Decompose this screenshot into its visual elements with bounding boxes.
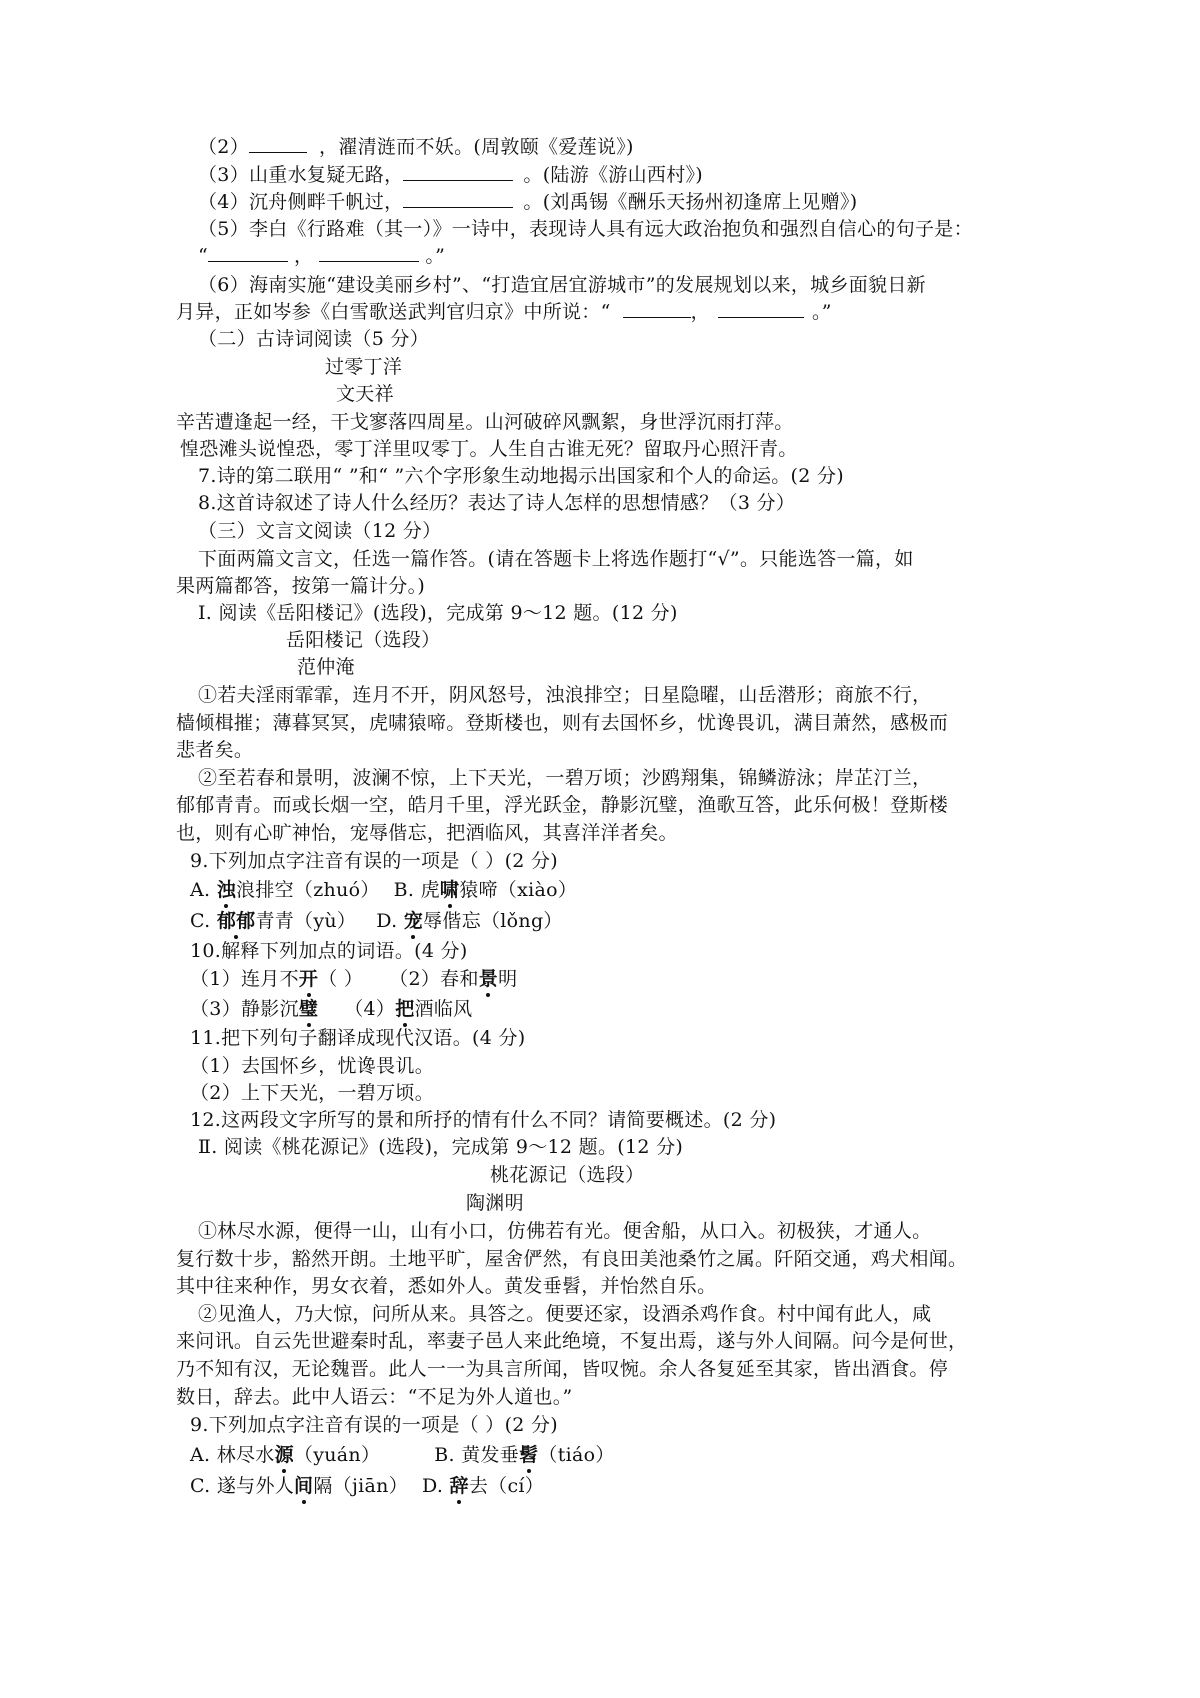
dotted-char: 浊 bbox=[216, 879, 237, 901]
dotted-char: 啸 bbox=[439, 879, 460, 901]
item-4-text: 酒临风 bbox=[414, 998, 473, 1020]
passage-line: ②见渔人，乃大惊，问所从来。具答之。便要还家，设酒杀鸡作食。村中闻有此人，咸 bbox=[198, 1303, 932, 1325]
comma: ， bbox=[294, 245, 314, 267]
question-8: 8.这首诗叙述了诗人什么经历？表达了诗人怎样的思想情感？（3 分） bbox=[198, 492, 796, 514]
passage-line: 复行数十步，豁然开朗。土地平旷，屋舍俨然，有良田美池桑竹之属。阡陌交通，鸡犬相闻。 bbox=[176, 1248, 968, 1270]
fill-in-4 bbox=[198, 189, 857, 215]
question-7: 7.诗的第二联用“ ”和“ ”六个字形象生动地揭示出国家和个人的命运。(2 分) bbox=[198, 465, 845, 487]
option-b-text: （tiáo） bbox=[538, 1444, 615, 1466]
fill-in-4-text: 。(刘禹锡《酬乐天扬州初逢席上见赠》) bbox=[523, 191, 858, 213]
dotted-char: 璧 bbox=[298, 998, 319, 1020]
part-1-heading: Ⅰ. 阅读《岳阳楼记》(选段)，完成第 9～12 题。(12 分) bbox=[198, 602, 678, 624]
instructions: 下面两篇文言文，任选一篇作答。(请在答题卡上将选作题打“√”。只能选答一篇，如 bbox=[198, 548, 914, 570]
comma: ， bbox=[690, 301, 710, 323]
quote-open: “ bbox=[198, 245, 209, 267]
section-classical: （三）文言文阅读（12 分） bbox=[198, 520, 442, 542]
option-c-text: 隔（jiān） bbox=[313, 1475, 408, 1497]
dotted-char: 景 bbox=[478, 968, 499, 990]
dotted-char: 辞 bbox=[449, 1475, 469, 1497]
question-10: 10.解释下列加点的词语。(4 分) bbox=[190, 940, 468, 962]
fill-in-5: （5）李白《行路难（其一）》一诗中，表现诗人具有远大政治抱负和强烈自信心的句子是： bbox=[198, 218, 973, 240]
item-2-prefix: （2）春和 bbox=[389, 968, 479, 990]
option-c-text: 青青（yù） bbox=[255, 910, 357, 932]
answer-blank bbox=[718, 299, 804, 318]
fill-in-6-blanks bbox=[176, 299, 832, 325]
answer-blank bbox=[623, 299, 691, 318]
option-a-text: （yuán） bbox=[293, 1444, 381, 1466]
dotted-char: 源 bbox=[274, 1444, 294, 1466]
question-9: 9.下列加点字注音有误的一项是（ ）(2 分) bbox=[190, 850, 559, 872]
dotted-char: 把 bbox=[395, 998, 415, 1020]
passage-line: 来问讯。自云先世避秦时乱，率妻子邑人来此绝境，不复出焉，遂与外人间隔。问今是何世， bbox=[176, 1330, 968, 1352]
item-1-text: （ ） bbox=[318, 968, 364, 990]
option-d-text: 去（cí） bbox=[468, 1475, 545, 1497]
option-a-prefix: A. bbox=[190, 879, 217, 901]
option-b-prefix: B. 黄发垂 bbox=[434, 1444, 520, 1466]
question-9-options-ab bbox=[190, 877, 577, 903]
dotted-char: 髫 bbox=[519, 1444, 539, 1466]
passage-title: 岳阳楼记（选段） bbox=[286, 629, 441, 651]
passage-line: 其中往来种作，男女衣着，悉如外人。黄发垂髫，并怡然自乐。 bbox=[176, 1275, 717, 1297]
question-12: 12.这两段文字所写的景和所抒的情有什么不同？请简要概述。(2 分) bbox=[190, 1109, 777, 1131]
option-d-prefix: D. bbox=[376, 910, 404, 932]
passage-line: 乃不知有汉，无论魏晋。此人一一为具言所闻，皆叹惋。余人各复延至其家，皆出酒食。停 bbox=[176, 1358, 949, 1380]
instructions: 果两篇都答，按第一篇计分。) bbox=[176, 575, 426, 597]
section-poetry: （二）古诗词阅读（5 分） bbox=[198, 328, 430, 350]
answer-blank bbox=[208, 243, 288, 262]
fill-in-6: （6）海南实施“建设美丽乡村”、“打造宜居宜游城市”的发展规划以来，城乡面貌日新 bbox=[198, 274, 926, 296]
question-11-item: （1）去国怀乡，忧谗畏讥。 bbox=[190, 1055, 434, 1077]
quote-close: 。” bbox=[425, 245, 446, 267]
answer-blank bbox=[403, 189, 513, 208]
poem-author: 文天祥 bbox=[336, 383, 394, 405]
fill-in-4-prefix: （4）沉舟侧畔千帆过， bbox=[198, 191, 404, 213]
item-3-prefix: （3）静影沉 bbox=[190, 998, 299, 1020]
answer-blank bbox=[249, 134, 307, 153]
option-b-prefix: B. 虎 bbox=[393, 879, 440, 901]
quote-close: 。” bbox=[811, 301, 832, 323]
passage-author: 范仲淹 bbox=[297, 656, 355, 678]
passage-author: 陶渊明 bbox=[466, 1192, 524, 1214]
option-d-text: 辱偕忘（lǒng） bbox=[423, 910, 563, 932]
question-9-part2-options-ab bbox=[190, 1442, 615, 1468]
fill-in-2-text: ，濯清涟而不妖。(周敦颐《爱莲说》) bbox=[319, 136, 634, 158]
option-a-text: 浪排空（zhuó） bbox=[236, 879, 380, 901]
option-d-prefix: D. bbox=[422, 1475, 450, 1497]
question-10-items-34 bbox=[190, 996, 472, 1022]
passage-line: 数日，辞去。此中人语云：“不足为外人道也。” bbox=[176, 1386, 573, 1408]
dotted-char: 郁郁 bbox=[216, 910, 256, 932]
answer-blank bbox=[319, 243, 419, 262]
part-2-heading: Ⅱ. 阅读《桃花源记》(选段)，完成第 9～12 题。(12 分) bbox=[198, 1136, 684, 1158]
item-4-prefix: （4） bbox=[344, 998, 396, 1020]
poem-line: 惶恐滩头说惶恐，零丁洋里叹零丁。人生自古谁无死？留取丹心照汗青。 bbox=[180, 438, 798, 460]
passage-line: 樯倾楫摧；薄暮冥冥，虎啸猿啼。登斯楼也，则有去国怀乡，忧谗畏讥，满目萧然，感极而 bbox=[176, 712, 949, 734]
fill-in-6-prefix: 月异，正如岑参《白雪歌送武判官归京》中所说：“ bbox=[176, 301, 611, 323]
option-a-prefix: A. 林尽水 bbox=[190, 1444, 275, 1466]
answer-blank bbox=[403, 162, 513, 181]
option-b-text: 猿啼（xiào） bbox=[459, 879, 578, 901]
fill-in-3-prefix: （3）山重水复疑无路， bbox=[198, 164, 404, 186]
fill-in-2 bbox=[198, 134, 634, 160]
question-9-options-cd bbox=[190, 908, 563, 934]
fill-in-2-prefix: （2） bbox=[198, 136, 249, 158]
passage-line: ①若夫淫雨霏霏，连月不开，阴风怒号，浊浪排空；日星隐曜，山岳潜形；商旅不行， bbox=[198, 684, 932, 706]
passage-title: 桃花源记（选段） bbox=[490, 1164, 645, 1186]
passage-line: ①林尽水源，便得一山，山有小口，仿佛若有光。便舍船，从口入。初极狭，才通人。 bbox=[198, 1220, 932, 1242]
question-11: 11.把下列句子翻译成现代汉语。(4 分) bbox=[190, 1027, 526, 1049]
passage-line: 悲者矣。 bbox=[176, 739, 254, 761]
passage-line: ②至若春和景明，波澜不惊，上下天光，一碧万顷；沙鸥翔集，锦鳞游泳；岸芷汀兰， bbox=[198, 767, 932, 789]
dotted-char: 开 bbox=[298, 968, 319, 990]
question-9-part2: 9.下列加点字注音有误的一项是（ ）(2 分) bbox=[190, 1414, 559, 1436]
passage-line: 郁郁青青。而或长烟一空，皓月千里，浮光跃金，静影沉璧，渔歌互答，此乐何极！登斯楼 bbox=[176, 794, 949, 816]
question-11-item: （2）上下天光，一碧万顷。 bbox=[190, 1082, 434, 1104]
item-2-text: 明 bbox=[498, 968, 518, 990]
fill-in-5-blanks bbox=[198, 243, 445, 269]
question-10-items-12 bbox=[190, 966, 517, 992]
option-c-prefix: C. bbox=[190, 910, 217, 932]
question-9-part2-options-cd bbox=[190, 1473, 544, 1499]
item-1-prefix: （1）连月不 bbox=[190, 968, 299, 990]
fill-in-3 bbox=[198, 162, 703, 188]
dotted-char: 间 bbox=[294, 1475, 314, 1497]
poem-line: 辛苦遭逢起一经，干戈寥落四周星。山河破碎风飘絮，身世浮沉雨打萍。 bbox=[176, 411, 794, 433]
dotted-char: 宠 bbox=[403, 910, 424, 932]
poem-title: 过零丁洋 bbox=[325, 356, 403, 378]
option-c-prefix: C. 遂与外人 bbox=[190, 1475, 295, 1497]
passage-line: 也，则有心旷神怡，宠辱偕忘，把酒临风，其喜洋洋者矣。 bbox=[176, 822, 678, 844]
fill-in-3-text: 。(陆游《游山西村》) bbox=[523, 164, 704, 186]
